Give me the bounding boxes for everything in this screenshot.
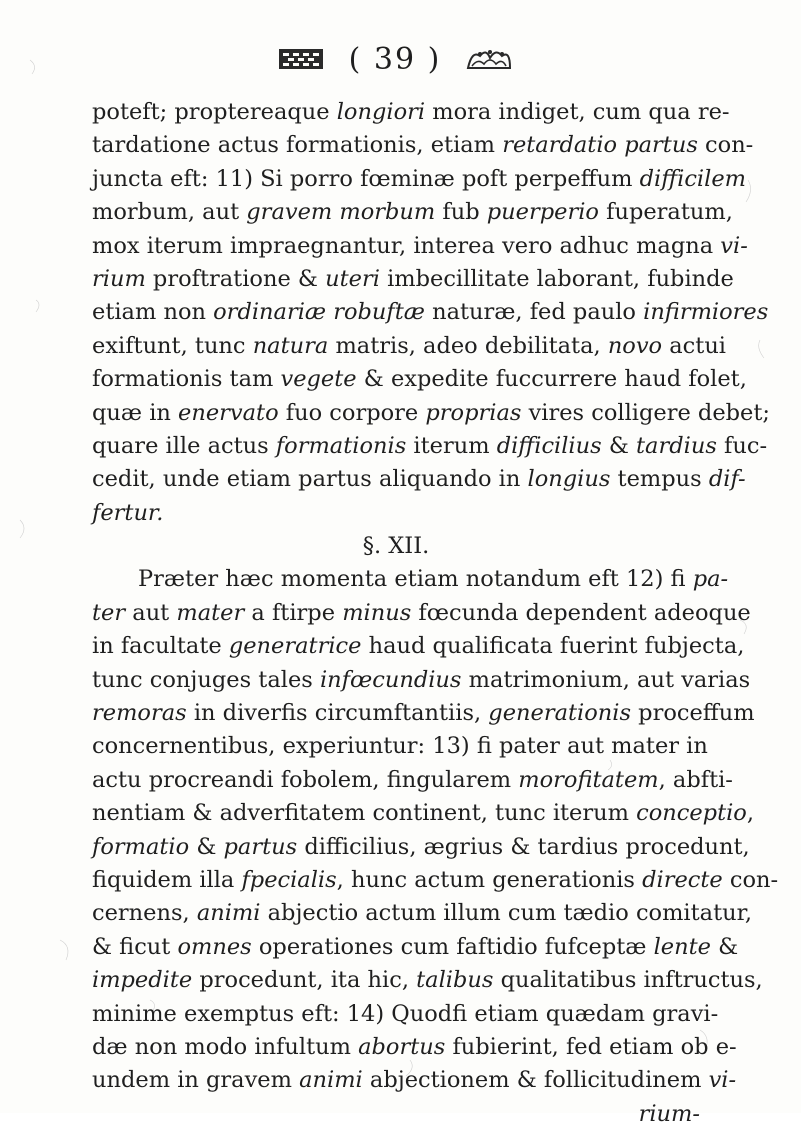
text-run: abjectio actum illum cum tædio comitatur, [260, 900, 753, 927]
italic-run: ter [92, 599, 126, 626]
text-line [92, 864, 779, 897]
italic-run: fertur. [92, 499, 164, 526]
text-line [92, 263, 734, 296]
text-run: vires colligere debet; [521, 399, 770, 426]
italic-run: puerperio [486, 199, 599, 226]
italic-run: dif- [708, 466, 746, 493]
text-line [92, 630, 745, 663]
text-line [92, 363, 747, 396]
text-run: imbecillitate laborant, fubinde [379, 265, 734, 292]
text-run: haud qualificata fuerint fubjecta, [361, 633, 745, 660]
text-line [92, 129, 754, 162]
text-line [92, 463, 746, 496]
text-run: fuperatum, [598, 199, 733, 226]
text-line [92, 430, 768, 463]
italic-run: natura [252, 332, 329, 359]
text-line [92, 664, 751, 697]
italic-run: tardius [636, 432, 717, 459]
italic-run: formatio [92, 833, 190, 860]
text-line [92, 530, 700, 563]
italic-run: proprias [425, 399, 522, 426]
text-run: morbum, aut [92, 199, 247, 226]
italic-run: formationis [275, 432, 407, 459]
text-line [92, 897, 753, 930]
italic-run: rium [92, 265, 146, 292]
italic-run: infœcundius [319, 666, 462, 693]
italic-run: generatrice [228, 633, 362, 660]
text-run: fiquidem illa [92, 866, 242, 893]
text-line [92, 697, 755, 730]
italic-run: animi [299, 1067, 363, 1094]
text-line [92, 998, 719, 1031]
text-run: fœcunda dependent adeoque [411, 599, 751, 626]
italic-run: impedite [92, 967, 193, 994]
body-text [92, 96, 779, 1131]
text-run: actui [662, 332, 727, 359]
italic-run: minus [342, 599, 412, 626]
text-run: exiftunt, tunc [92, 332, 253, 359]
italic-run: partus [223, 833, 298, 860]
text-line [92, 96, 730, 129]
italic-run: mater [176, 599, 245, 626]
italic-run: vi- [708, 1067, 737, 1094]
italic-run: remoras [92, 700, 187, 727]
text-run: tunc conjuges tales [92, 666, 320, 693]
italic-run: pa- [692, 566, 729, 593]
italic-run: morofitatem [518, 766, 659, 793]
italic-run: ordinariæ robuftæ [213, 299, 425, 326]
text-run: quæ in [92, 399, 179, 426]
text-line [92, 330, 727, 363]
text-run: juncta eft: 11) Si porro fœminæ poft perpeffum [92, 165, 640, 192]
text-run: & [189, 833, 224, 860]
text-run: concernentibus, experiuntur: 13) fi pater aut mater in [92, 733, 708, 760]
text-line [92, 964, 763, 997]
text-run: nentiam & adverfitatem continent, tunc iterum [92, 800, 637, 827]
text-run: quare ille actus [92, 432, 276, 459]
text-line [92, 1064, 737, 1097]
italic-run: generationis [488, 700, 632, 727]
text-line [92, 230, 748, 263]
text-run: actu procreandi fobolem, fingularem [92, 766, 519, 793]
text-line [92, 296, 769, 329]
italic-run: directe [642, 866, 723, 893]
text-run: qualitatibus inftructus, [493, 967, 763, 994]
text-run: Præter hæc momenta etiam notandum eft 12) fi [138, 566, 693, 593]
text-run: operationes cum faftidio fufceptæ [251, 933, 654, 960]
italic-run: vegete [280, 366, 357, 393]
text-run: tardatione actus formationis, etiam [92, 132, 503, 159]
text-line [92, 831, 750, 864]
text-run: minime exemptus eft: 14) Quodfi etiam quædam gravi- [92, 1000, 719, 1027]
italic-run: longiori [336, 99, 426, 125]
text-run: abjectionem & follicitudinem [362, 1067, 709, 1094]
text-run: a ftirpe [244, 599, 343, 626]
page-header [0, 40, 801, 90]
text-run: proceffum [631, 700, 755, 727]
italic-run: difficilius [496, 432, 602, 459]
text-run: tempus [610, 466, 709, 493]
text-line [92, 597, 751, 630]
text-run: in diverfis circumftantiis, [186, 700, 489, 727]
text-run: , abfti- [658, 766, 733, 793]
text-line [92, 1031, 737, 1064]
text-line [92, 931, 739, 964]
italic-run: uteri [325, 265, 380, 292]
text-run: & [601, 432, 637, 459]
text-run: cedit, unde etiam partus aliquando in [92, 466, 528, 493]
text-run: dæ non modo infultum [92, 1033, 359, 1060]
text-line [92, 163, 746, 196]
text-run: fubierint, fed etiam ob e- [445, 1033, 737, 1060]
italic-run: difficilem [639, 165, 746, 192]
text-run: & expedite fuccurrere haud folet, [356, 366, 747, 393]
text-run: , [746, 800, 755, 827]
italic-run: gravem morbum [246, 199, 436, 226]
text-run: mox iterum impraegnantur, interea vero adhuc magna [92, 232, 721, 259]
italic-run: rium- [638, 1100, 700, 1127]
text-run: §. XII. [362, 533, 430, 560]
italic-run: retardatio partus [502, 132, 698, 159]
text-run: difficilius, ægrius & tardius procedunt, [297, 833, 750, 860]
text-line [92, 196, 733, 229]
italic-run: animi [196, 900, 261, 927]
italic-run: abortus [358, 1033, 446, 1060]
text-run: matrimonium, aut varias [461, 666, 751, 693]
text-run: iterum [406, 432, 497, 459]
text-run: aut [125, 599, 177, 626]
ornament-icon [466, 46, 512, 72]
text-run: mora indiget, cum qua re- [425, 99, 730, 125]
page-number: ( 39 ) [348, 42, 442, 77]
italic-run: vi- [720, 232, 748, 259]
text-run: undem in gravem [92, 1067, 300, 1094]
text-run: & ficut [92, 933, 178, 960]
ornament-icon [278, 46, 324, 72]
text-run: etiam non [92, 299, 214, 326]
text-line [92, 730, 708, 763]
italic-run: longius [527, 466, 611, 493]
text-run: con- [722, 866, 779, 893]
text-line [92, 497, 700, 530]
italic-run: fpecialis [241, 866, 337, 893]
text-line [92, 1098, 700, 1131]
text-run: poteft; proptereaque [92, 99, 337, 125]
text-run: in facultate [92, 633, 229, 660]
text-run: formationis tam [92, 366, 281, 393]
text-run: , hunc actum generationis [336, 866, 643, 893]
text-line [92, 797, 755, 830]
text-run: fub [435, 199, 487, 226]
italic-run: talibus [416, 967, 494, 994]
italic-run: infirmiores [643, 299, 769, 326]
text-run: cernens, [92, 900, 197, 927]
italic-run: enervato [178, 399, 279, 426]
italic-run: novo [607, 332, 663, 359]
text-run: con- [697, 132, 754, 159]
text-run: fuo corpore [278, 399, 426, 426]
text-line [92, 764, 733, 797]
text-run: proftratione & [145, 265, 326, 292]
text-line [92, 397, 770, 430]
text-run: matris, adeo debilitata, [328, 332, 608, 359]
text-run: fuc- [716, 432, 768, 459]
text-run: procedunt, ita hic, [192, 967, 417, 994]
italic-run: omnes [177, 933, 252, 960]
text-line [92, 563, 729, 596]
text-run: naturæ, fed paulo [424, 299, 644, 326]
italic-run: lente [653, 933, 711, 960]
text-run: & [710, 933, 739, 960]
italic-run: conceptio [636, 800, 747, 827]
